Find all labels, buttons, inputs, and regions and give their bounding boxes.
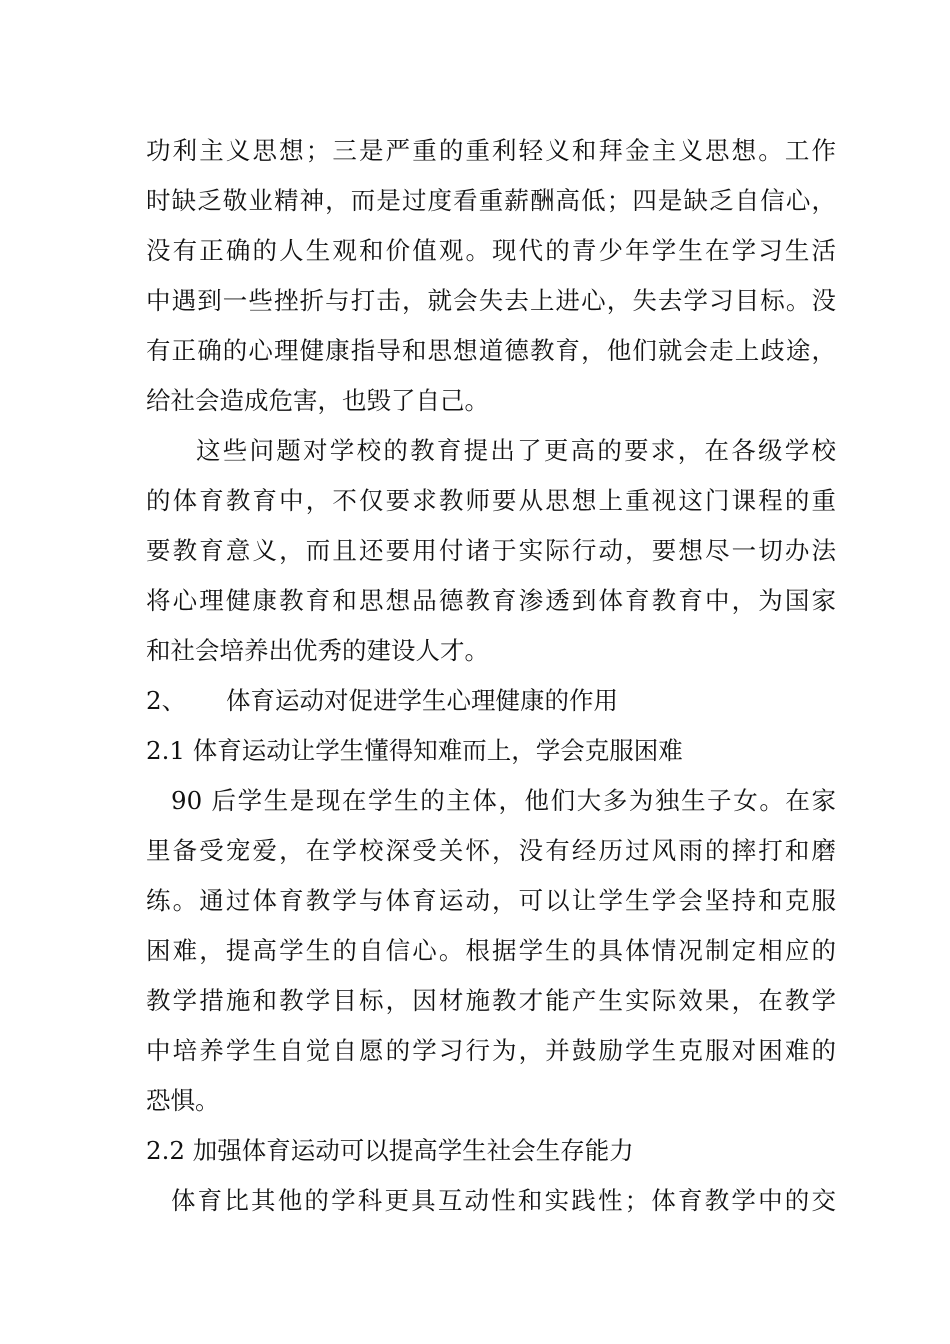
paragraph-line: 将心理健康教育和思想品德教育渗透到体育教育中，为国家 — [146, 586, 836, 615]
paragraph-line: 有正确的心理健康指导和思想道德教育，他们就会走上歧途， — [146, 336, 836, 365]
paragraph-line: 功利主义思想；三是严重的重利轻义和拜金主义思想。工作 — [146, 136, 836, 165]
paragraph-line: 里备受宠爱，在学校深受关怀，没有经历过风雨的摔打和磨 — [146, 836, 836, 865]
paragraph-line: 练。通过体育教学与体育运动，可以让学生学会坚持和克服 — [146, 886, 836, 915]
section-heading — [146, 676, 836, 726]
paragraph-line: 中培养学生自觉自愿的学习行为，并鼓励学生克服对困难的 — [146, 1036, 836, 1065]
paragraph-line: 和社会培养出优秀的建设人才。 — [146, 636, 489, 665]
paragraph-line: 体育比其他的学科更具互动性和实践性；体育教学中的交 — [171, 1186, 836, 1215]
paragraph-line: 恐惧。 — [146, 1086, 220, 1115]
paragraph-line: 中遇到一些挫折与打击，就会失去上进心，失去学习目标。没 — [146, 286, 836, 315]
paragraph-line: 教学措施和教学目标，因材施教才能产生实际效果，在教学 — [146, 986, 836, 1015]
paragraph-line: 困难，提高学生的自信心。根据学生的具体情况制定相应的 — [146, 936, 836, 965]
section-title: 体育运动对促进学生心理健康的作用 — [226, 686, 618, 715]
section-number: 2、 — [146, 686, 187, 715]
subsection-heading: 2.2 加强体育运动可以提高学生社会生存能力 — [146, 1136, 634, 1165]
paragraph-line: 这些问题对学校的教育提出了更高的要求，在各级学校 — [196, 436, 836, 465]
paragraph-line: 给社会造成危害，也毁了自己。 — [146, 386, 489, 415]
document-body — [146, 126, 836, 1226]
paragraph-line: 的体育教育中，不仅要求教师要从思想上重视这门课程的重 — [146, 486, 836, 515]
paragraph-line: 要教育意义，而且还要用付诸于实际行动，要想尽一切办法 — [146, 536, 836, 565]
paragraph-line: 时缺乏敬业精神，而是过度看重薪酬高低；四是缺乏自信心， — [146, 186, 836, 215]
subsection-heading: 2.1 体育运动让学生懂得知难而上，学会克服困难 — [146, 736, 683, 765]
paragraph-line: 90 后学生是现在学生的主体，他们大多为独生子女。在家 — [171, 786, 836, 815]
paragraph-line: 没有正确的人生观和价值观。现代的青少年学生在学习生活 — [146, 236, 836, 265]
